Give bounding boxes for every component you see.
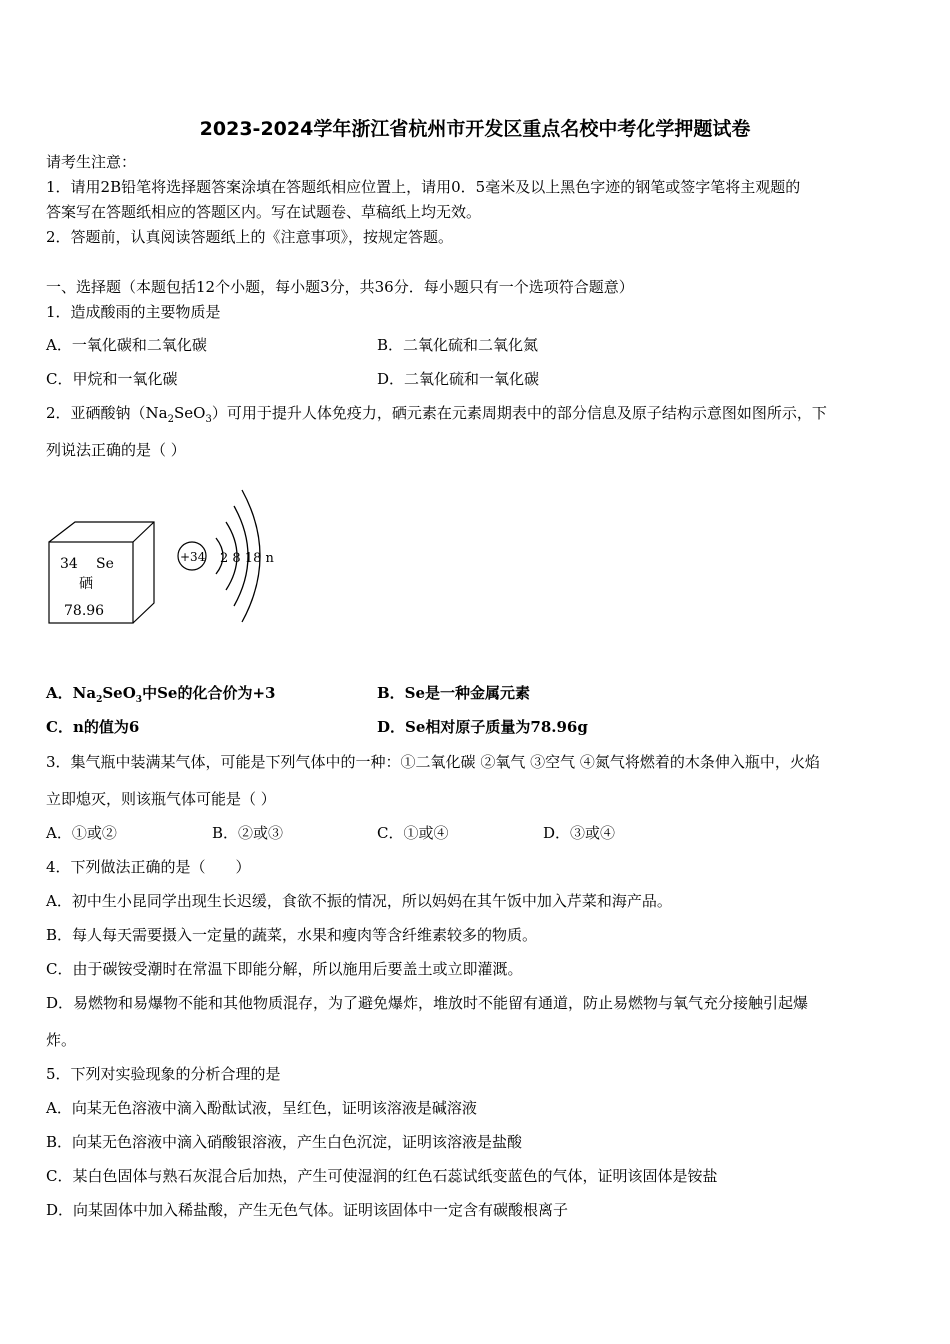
selenium-diagram: [44, 480, 294, 640]
atomic-number: 34: [60, 556, 78, 572]
q1-option-a[interactable]: A．一氧化碳和二氧化碳: [46, 336, 207, 354]
q4-option-d-line-1[interactable]: D．易燃物和易爆物不能和其他物质混存，为了避免爆炸，堆放时不能留有通道，防止易燃物与氧气充分接触引起爆: [46, 994, 809, 1012]
page-title: 2023-2024学年浙江省杭州市开发区重点名校中考化学押题试卷: [199, 118, 751, 140]
q3-stem-line-1: 3．集气瓶中装满某气体，可能是下列气体中的一种：①二氧化碳 ②氧气 ③空气 ④氮气将燃着的木条伸入瓶中，火焰: [46, 753, 820, 771]
q3-stem-line-2: 立即熄灭，则该瓶气体可能是（ ）: [46, 790, 276, 808]
q2-option-b[interactable]: B．Se是一种金属元素: [377, 684, 531, 702]
q1-option-c[interactable]: C．甲烷和一氧化碳: [46, 370, 178, 388]
q1-stem: 1．造成酸雨的主要物质是: [46, 303, 221, 321]
q1-option-d[interactable]: D．二氧化硫和一氧化碳: [377, 370, 540, 388]
notice-item-1-line-2: 答案写在答题纸相应的答题区内。写在试题卷、草稿纸上均无效。: [46, 203, 482, 221]
q4-option-a[interactable]: A．初中生小昆同学出现生长迟缓，食欲不振的情况，所以妈妈在其午饭中加入芹菜和海产品。: [46, 892, 672, 910]
q2-stem-line-1: 2．亚硒酸钠$(Na_2SeO_3)$可用于提升人体免疫力，硒元素在元素周期表中的部分信息及原子结构示意图如图所示，下: [46, 404, 827, 425]
q2-stem-line-2: 列说法正确的是（ ）: [46, 441, 186, 459]
q5-option-b[interactable]: B．向某无色溶液中滴入硝酸银溶液，产生白色沉淀，证明该溶液是盐酸: [46, 1133, 523, 1151]
atomic-mass: 78.96: [64, 603, 105, 619]
element-symbol: Se: [96, 556, 114, 572]
notice-item-1-line-1: 1．请用2B铅笔将选择题答案涂填在答题纸相应位置上，请用0．5毫米及以上黑色字迹的钢笔或签字笔将主观题的: [46, 178, 801, 196]
q1-option-b[interactable]: B．二氧化硫和二氧化氮: [377, 336, 539, 354]
q2-option-c[interactable]: C．n的值为6: [46, 718, 140, 736]
section-1-heading: 一、选择题（本题包括12个小题，每小题3分，共36分．每小题只有一个选项符合题意）: [46, 278, 634, 296]
q3-option-b[interactable]: B．②或③: [212, 824, 284, 842]
shell-electrons: 2 8 18 n: [220, 551, 274, 566]
q5-stem: 5．下列对实验现象的分析合理的是: [46, 1065, 281, 1083]
q5-option-d[interactable]: D．向某固体中加入稀盐酸，产生无色气体。证明该固体中一定含有碳酸根离子: [46, 1201, 569, 1219]
element-name: 硒: [79, 576, 93, 592]
q5-option-a[interactable]: A．向某无色溶液中滴入酚酞试液，呈红色，证明该溶液是碱溶液: [46, 1099, 477, 1117]
q2-option-a[interactable]: A．$Na_2SeO_3$中Se的化合价为+3: [46, 684, 276, 705]
q5-option-c[interactable]: C．某白色固体与熟石灰混合后加热，产生可使湿润的红色石蕊试纸变蓝色的气体，证明该固体是铵盐: [46, 1167, 718, 1185]
q3-option-d[interactable]: D．③或④: [543, 824, 616, 842]
q2-option-d[interactable]: D．Se相对原子质量为78.96g: [377, 718, 588, 736]
nucleus-charge: +34: [180, 550, 206, 564]
q4-stem: 4．下列做法正确的是（ ）: [46, 858, 251, 876]
q3-option-a[interactable]: A．①或②: [46, 824, 117, 842]
q3-option-c[interactable]: C．①或④: [377, 824, 449, 842]
notice-item-2: 2．答题前，认真阅读答题纸上的《注意事项》，按规定答题。: [46, 228, 454, 246]
q4-option-b[interactable]: B．每人每天需要摄入一定量的蔬菜，水果和瘦肉等含纤维素较多的物质。: [46, 926, 538, 944]
notice-heading: 请考生注意：: [46, 153, 137, 171]
q4-option-d-line-2[interactable]: 炸。: [46, 1031, 77, 1049]
q4-option-c[interactable]: C．由于碳铵受潮时在常温下即能分解，所以施用后要盖土或立即灌溉。: [46, 960, 523, 978]
